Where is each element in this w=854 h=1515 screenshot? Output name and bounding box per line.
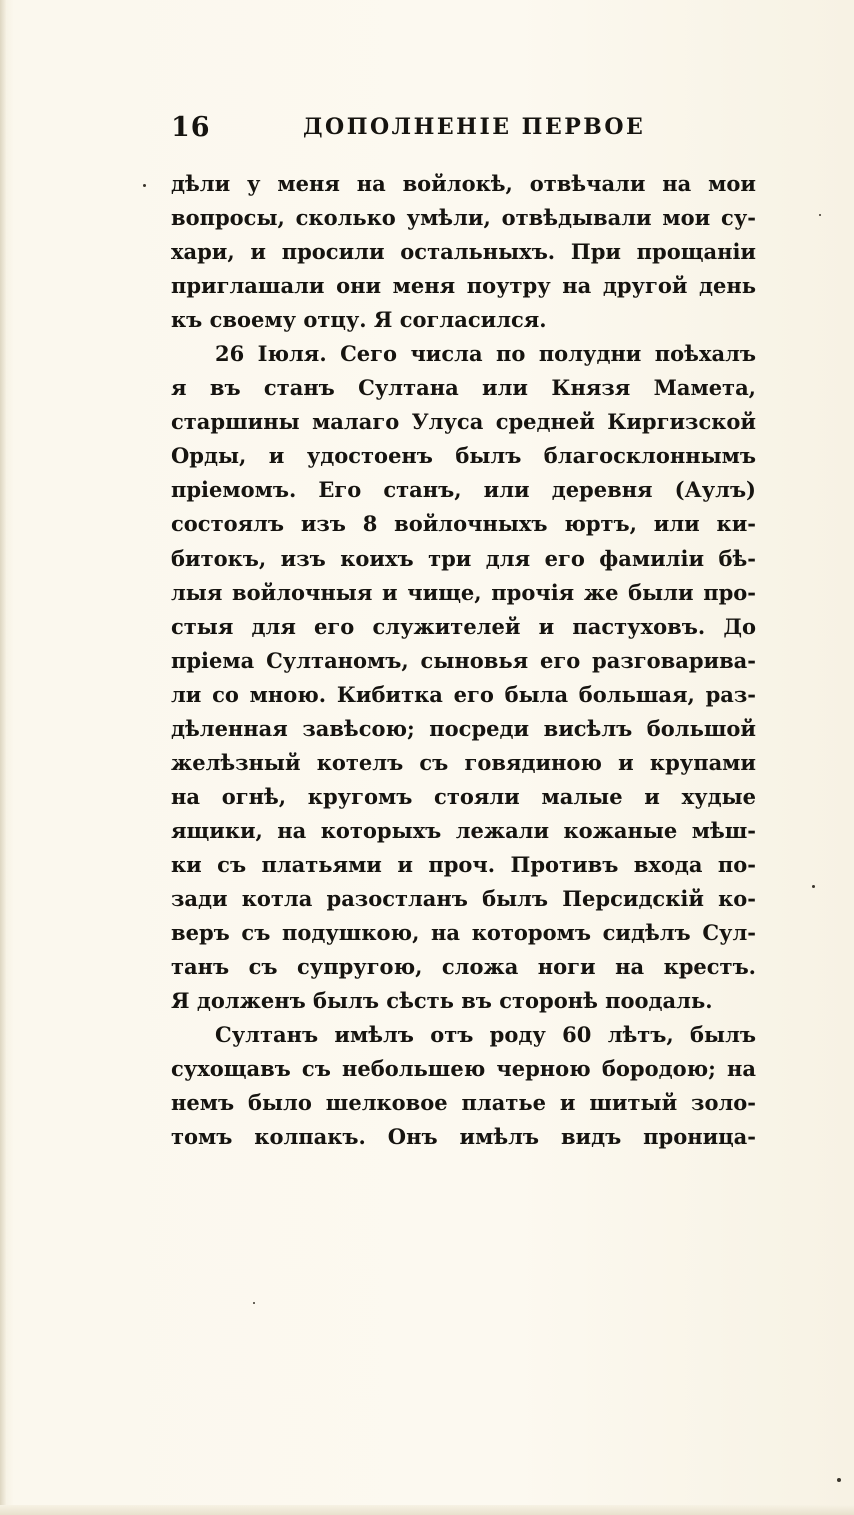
text-line: ящики, на которыхъ лежали кожаные мѣш- bbox=[171, 817, 756, 843]
page-bottom-edge bbox=[0, 1505, 854, 1515]
paper-speck bbox=[812, 885, 815, 888]
running-head: ДОПОЛНЕНIЕ ПЕРВОЕ bbox=[303, 114, 646, 140]
text-line: веръ съ подушкою, на которомъ сидѣлъ Сул- bbox=[171, 920, 756, 946]
text-line: прiемомъ. Его станъ, или деревня (Аулъ) bbox=[171, 477, 756, 503]
text-line: немъ было шелковое платье и шитый золо- bbox=[171, 1090, 756, 1116]
text-line: прiема Султаномъ, сыновья его разговарива- bbox=[171, 647, 756, 673]
text-line: хари, и просили остальныхъ. При прощанiи bbox=[171, 239, 756, 265]
text-line: желѣзный котелъ съ говядиною и крупами bbox=[171, 749, 756, 775]
text-line: танъ съ супругою, сложа ноги на крестъ. bbox=[171, 954, 756, 980]
text-line: ли со мною. Кибитка его была большая, раз- bbox=[171, 681, 756, 707]
text-line: зади котла разостланъ былъ Персидскiй ко- bbox=[171, 885, 756, 911]
paper-speck bbox=[253, 1302, 255, 1304]
text-line: я въ станъ Султана или Князя Мамета, bbox=[171, 375, 756, 401]
text-line: сухощавъ съ небольшею черною бородою; на bbox=[171, 1056, 756, 1082]
text-line: старшины малаго Улуса средней Киргизской bbox=[171, 409, 756, 435]
text-line: битокъ, изъ коихъ три для его фамилiи бѣ- bbox=[171, 545, 756, 571]
paper-speck bbox=[819, 214, 821, 216]
text-line: 26 Iюля. Сего числа по полудни поѣхалъ bbox=[215, 341, 756, 367]
text-line: вопросы, сколько умѣли, отвѣдывали мои су- bbox=[171, 205, 756, 231]
text-line: ки съ платьями и проч. Противъ входа по- bbox=[171, 851, 756, 877]
text-line: Орды, и удостоенъ былъ благосклоннымъ bbox=[171, 443, 756, 469]
text-line: лыя войлочныя и чище, прочiя же были про- bbox=[171, 579, 756, 605]
text-line: на огнѣ, кругомъ стояли малые и худые bbox=[171, 783, 756, 809]
text-line: дѣли у меня на войлокѣ, отвѣчали на мои bbox=[171, 171, 756, 196]
page-left-edge bbox=[0, 0, 6, 1515]
text-line: Я долженъ былъ сѣсть въ сторонѣ поодаль. bbox=[171, 988, 713, 1014]
text-line: приглашали они меня поутру на другой день bbox=[171, 273, 756, 299]
text-line: дѣленная завѣсою; посреди висѣлъ большой bbox=[171, 715, 756, 741]
text-line: томъ колпакъ. Онъ имѣлъ видъ проница- bbox=[171, 1124, 756, 1150]
body-text bbox=[171, 167, 756, 1154]
text-line: Султанъ имѣлъ отъ роду 60 лѣтъ, былъ bbox=[215, 1022, 756, 1048]
paper-speck bbox=[837, 1478, 841, 1482]
text-line: стыя для его служителей и пастуховъ. До bbox=[171, 613, 756, 639]
text-line: къ своему отцу. Я согласился. bbox=[171, 307, 547, 333]
page-number: 16 bbox=[171, 112, 211, 143]
text-line: состоялъ изъ 8 войлочныхъ юртъ, или ки- bbox=[171, 511, 756, 537]
paper-speck bbox=[143, 184, 146, 187]
page-header bbox=[171, 112, 756, 152]
